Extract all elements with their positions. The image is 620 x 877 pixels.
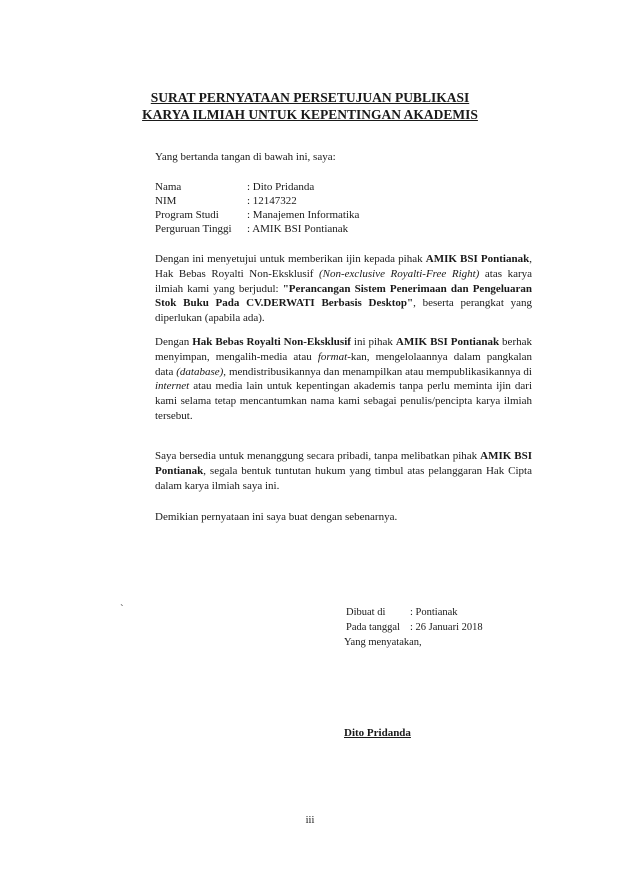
right-term: Hak Bebas Royalti Non-Eksklusif	[192, 336, 351, 348]
institution-name: AMIK BSI Pontianak	[155, 450, 532, 477]
closing-text: Demikian pernyataan ini saya buat dengan sebenarnya.	[155, 511, 398, 523]
identity-label: Perguruan Tinggi	[155, 223, 232, 235]
institution-name: AMIK BSI Pontianak	[395, 336, 500, 348]
text-run: Dengan	[155, 336, 193, 348]
term: format	[317, 350, 348, 363]
declarant-label: Yang menyatakan,	[344, 637, 422, 648]
identity-row-name	[155, 180, 314, 194]
text-run: atas karya ilmiah kami yang berjudul:	[155, 267, 532, 295]
thesis-title: "Perancangan Sistem Penerimaan dan Pengeluaran Stok Buku Pada CV.DERWATI Berbasis Desktop"	[155, 282, 532, 310]
document-title	[120, 89, 500, 123]
text-run: atau media lain untuk kepentingan akademis tanpa perlu meminta ijin dari kami selama tetap mencantumkan nama kami sebagai penulis/pencipta karya ilmiah tersebut.	[155, 380, 532, 422]
term: (database)	[176, 365, 224, 378]
identity-value: : Manajemen Informatika	[247, 209, 360, 221]
signature-place-row	[346, 606, 458, 620]
title-line-1: SURAT PERNYATAAN PERSETUJUAN PUBLIKASI	[150, 90, 470, 105]
signature-value: : 26 Januari 2018	[410, 622, 483, 633]
identity-label: Nama	[155, 181, 182, 193]
right-term: (Non-exclusive Royalti-Free Right)	[318, 267, 480, 280]
identity-value: : Dito Pridanda	[247, 181, 315, 193]
text-run: , segala bentuk tuntutan hukum yang timbul atas pelanggaran Hak Cipta dalam karya ilmiah saya ini.	[155, 464, 532, 492]
identity-value: : 12147322	[247, 195, 297, 207]
signature-value: : Pontianak	[410, 607, 458, 618]
intro-text: Yang bertanda tangan di bawah ini, saya:	[155, 151, 336, 163]
term: internet	[155, 380, 190, 393]
text-run: , Hak Bebas Royalti Non-Eksklusif	[155, 253, 532, 280]
page-number: iii	[305, 815, 315, 826]
title-line-2: KARYA ILMIAH UNTUK KEPENTINGAN AKADEMIS	[142, 107, 478, 122]
text-run: ini pihak	[350, 336, 396, 348]
text-run: berhak menyimpan, mengalih-media atau	[155, 336, 532, 363]
text-run: Saya bersedia untuk menanggung secara pribadi, tanpa melibatkan pihak	[155, 450, 481, 462]
rights-paragraph	[155, 335, 532, 424]
identity-label: Program Studi	[155, 209, 219, 221]
identity-row-program	[155, 208, 359, 222]
liability-paragraph	[155, 449, 532, 493]
text-run: , beserta perangkat yang diperlukan (apabila ada).	[155, 297, 532, 325]
signature-label: Dibuat di	[346, 607, 386, 618]
identity-value: : AMIK BSI Pontianak	[247, 223, 349, 235]
text-run: Dengan ini menyetujui untuk memberikan ijin kepada pihak	[155, 253, 426, 265]
identity-row-institution	[155, 222, 348, 236]
signer-name: Dito Pridanda	[344, 727, 411, 739]
signature-date-row	[346, 621, 483, 635]
identity-label: NIM	[155, 195, 177, 207]
consent-paragraph	[155, 252, 532, 326]
identity-row-nim	[155, 194, 297, 208]
text-run: -kan, mengelolaannya dalam pangkalan data	[155, 350, 532, 378]
institution-name: AMIK BSI Pontianak	[425, 253, 530, 265]
signature-label: Pada tanggal	[346, 622, 400, 633]
text-run: , mendistribusikannya dan menampilkan atau mempublikasikannya di	[223, 365, 532, 378]
stray-mark: `	[120, 603, 124, 615]
